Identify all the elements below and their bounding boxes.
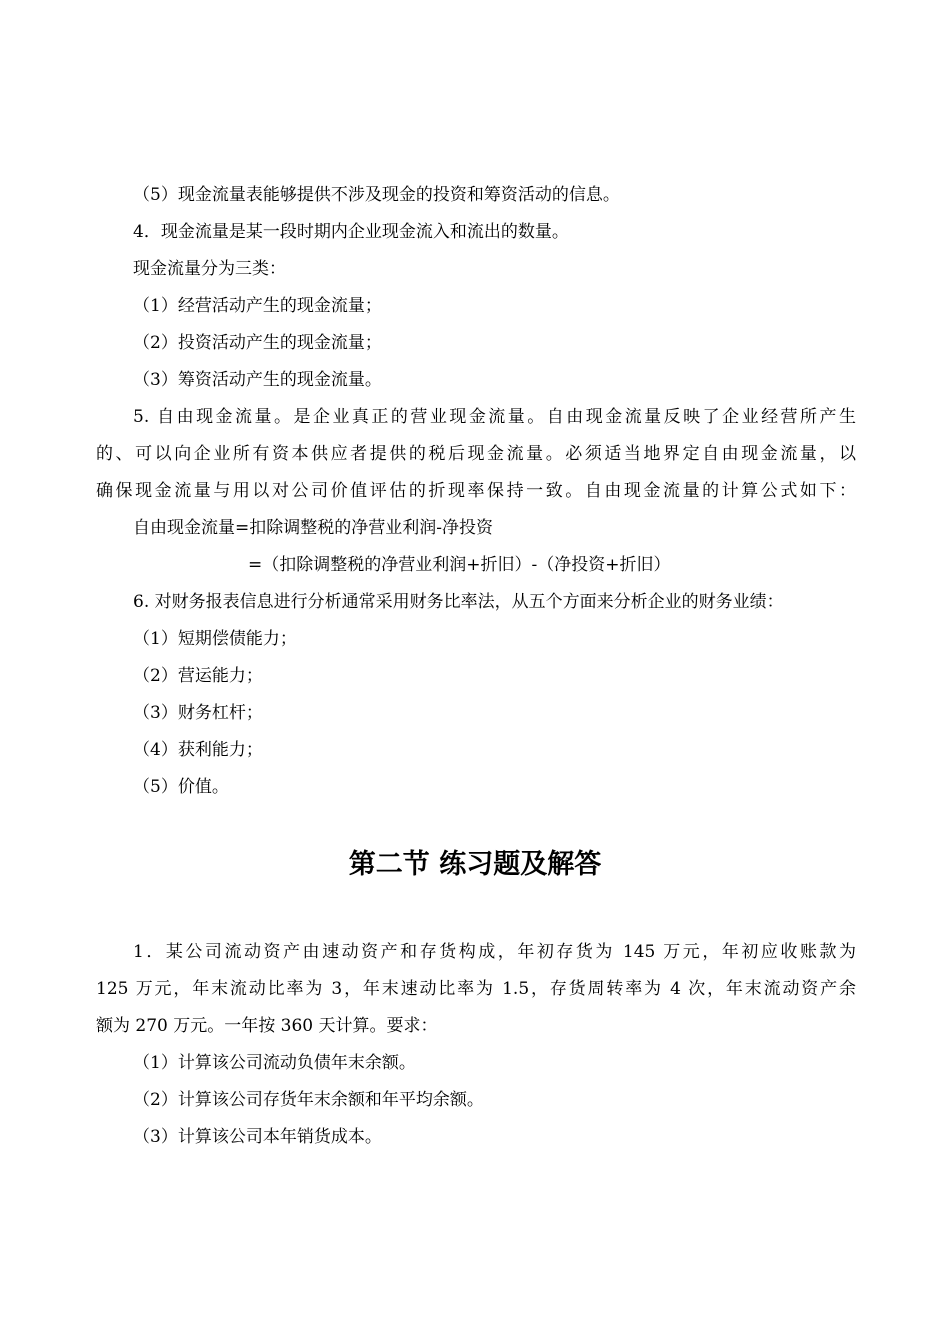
list-item: （5）现金流量表能够提供不涉及现金的投资和筹资活动的信息。	[133, 185, 620, 205]
paragraph-line: 额为 270 万元。一年按 360 天计算。要求：	[96, 1016, 438, 1036]
paragraph-line: 1．某公司流动资产由速动资产和存货构成，年初存货为 145 万元，年初应收账款为	[133, 942, 856, 962]
list-item: （5）价值。	[133, 777, 229, 797]
formula-line: =（扣除调整税的净营业利润+折旧）-（净投资+折旧）	[248, 555, 671, 575]
list-item: （3）财务杠杆；	[133, 703, 263, 723]
section-heading: 第二节 练习题及解答	[348, 849, 602, 880]
list-item: （4）获利能力；	[133, 740, 263, 760]
paragraph-line: 的、可以向企业所有资本供应者提供的税后现金流量。必须适当地界定自由现金流量，以	[96, 444, 856, 464]
list-item: （2）营运能力；	[133, 666, 263, 686]
paragraph: 现金流量分为三类：	[133, 259, 286, 279]
list-item: （1）经营活动产生的现金流量；	[133, 296, 382, 316]
formula-line: 自由现金流量=扣除调整税的净营业利润-净投资	[133, 518, 493, 538]
paragraph-line: 确保现金流量与用以对公司价值评估的折现率保持一致。自由现金流量的计算公式如下：	[96, 481, 856, 501]
paragraph: 4．现金流量是某一段时期内企业现金流入和流出的数量。	[133, 222, 569, 242]
paragraph-line: 125 万元，年末流动比率为 3，年末速动比率为 1.5，存货周转率为 4 次，年末流动资产余	[96, 979, 856, 999]
list-item: （2）计算该公司存货年末余额和年平均余额。	[133, 1090, 484, 1110]
list-item: （2）投资活动产生的现金流量；	[133, 333, 382, 353]
list-item: （3）计算该公司本年销货成本。	[133, 1127, 382, 1147]
paragraph: 6. 对财务报表信息进行分析通常采用财务比率法，从五个方面来分析企业的财务业绩：	[133, 592, 784, 612]
list-item: （3）筹资活动产生的现金流量。	[133, 370, 382, 390]
paragraph-line: 5. 自由现金流量。是企业真正的营业现金流量。自由现金流量反映了企业经营所产生	[133, 407, 856, 427]
list-item: （1）计算该公司流动负债年末余额。	[133, 1053, 416, 1073]
list-item: （1）短期偿债能力；	[133, 629, 297, 649]
